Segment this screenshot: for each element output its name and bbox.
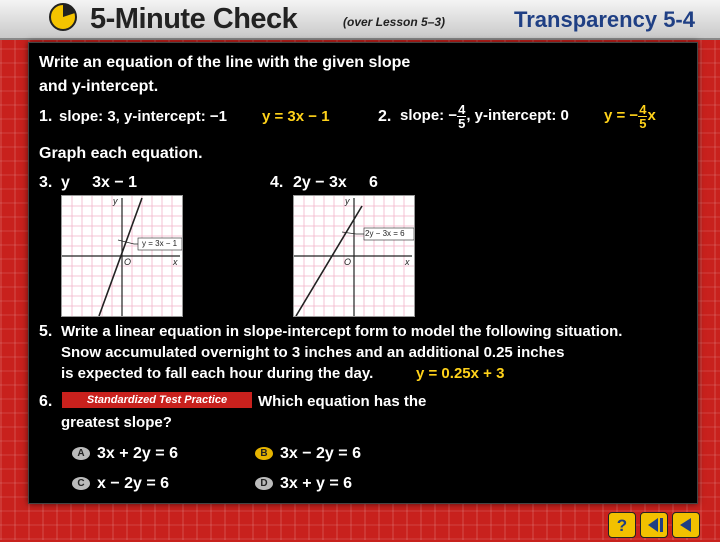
q3-axis-y: y xyxy=(113,196,118,206)
q2-fraction xyxy=(457,103,466,130)
q5-answer: y = 0.25x + 3 xyxy=(416,365,505,382)
choice-a[interactable] xyxy=(72,445,178,463)
header-title: 5-Minute Check xyxy=(90,3,298,35)
q3-graph-svg xyxy=(62,196,182,316)
help-button[interactable] xyxy=(608,512,636,538)
q2-fraction-num: 4 xyxy=(458,101,466,117)
q4-origin: O xyxy=(344,257,352,267)
choice-b-letter: B xyxy=(255,447,273,460)
q4-graph-label: 2y − 3x = 6 xyxy=(365,229,405,238)
back-button[interactable] xyxy=(672,512,700,538)
q4-graph xyxy=(293,195,415,317)
q4-label: 4. xyxy=(270,174,284,191)
q2-answer-num: 4 xyxy=(639,101,647,117)
q3-graph xyxy=(61,195,183,317)
q1-text: slope: 3, y-intercept: −1 xyxy=(59,108,227,125)
q2-text-pre: slope: − xyxy=(400,107,458,124)
q3-text: y 3x − 1 xyxy=(61,174,138,191)
skip-back-icon xyxy=(641,513,667,537)
q1-answer: y = 3x − 1 xyxy=(262,108,330,125)
q4-axis-x: x xyxy=(405,257,410,267)
q2-text-post: , y-intercept: 0 xyxy=(466,107,569,124)
choice-b[interactable] xyxy=(255,445,361,463)
q2-label: 2. xyxy=(378,108,392,125)
choice-c[interactable] xyxy=(72,475,169,493)
q4-axis-y: y xyxy=(345,196,350,206)
q3-label: 3. xyxy=(39,174,53,191)
q4-graph-svg xyxy=(294,196,414,316)
clock-icon xyxy=(48,1,78,31)
q5-line-1: Write a linear equation in slope-intercept form to model the following situation. xyxy=(61,323,623,340)
q2-text xyxy=(400,98,569,134)
choice-d[interactable] xyxy=(255,475,352,493)
svg-text:?: ? xyxy=(616,516,628,535)
standardized-test-badge: Standardized Test Practice xyxy=(62,392,252,408)
q6-line-2: greatest slope? xyxy=(61,414,172,431)
choice-b-text: 3x − 2y = 6 xyxy=(280,445,361,462)
arrow-left-icon xyxy=(673,513,699,537)
intro-line-1: Write an equation of the line with the given slope xyxy=(39,54,411,71)
q6-label: 6. xyxy=(39,393,53,410)
q2-answer xyxy=(604,98,656,134)
transparency-label: Transparency 5-4 xyxy=(514,7,695,32)
q3-axis-x: x xyxy=(173,257,178,267)
q2-answer-pre: y = − xyxy=(604,107,639,124)
choice-d-text: 3x + y = 6 xyxy=(280,475,353,492)
q3-graph-label: y = 3x − 1 xyxy=(142,239,178,248)
q2-answer-den: 5 xyxy=(639,115,647,131)
previous-button[interactable] xyxy=(640,512,668,538)
choice-d-letter: D xyxy=(255,477,273,490)
q5-line-3: is expected to fall each hour during the day. xyxy=(61,365,374,382)
choice-a-text: 3x + 2y = 6 xyxy=(97,445,178,462)
choice-a-letter: A xyxy=(72,447,90,460)
q5-line-2: Snow accumulated overnight to 3 inches and an additional 0.25 inches xyxy=(61,344,565,361)
header-subtitle: (over Lesson 5–3) xyxy=(343,15,446,29)
q2-fraction-den: 5 xyxy=(458,115,466,131)
q2-answer-post: x xyxy=(647,107,656,124)
q3-origin: O xyxy=(124,257,132,267)
q4-text: 2y − 3x 6 xyxy=(293,174,378,191)
q1-label: 1. xyxy=(39,108,53,125)
intro-line-2: and y-intercept. xyxy=(39,78,159,95)
slide-header xyxy=(0,0,720,40)
q5-label: 5. xyxy=(39,323,53,340)
choice-c-letter: C xyxy=(72,477,90,490)
graph-heading: Graph each equation. xyxy=(39,145,203,162)
q6-line-1: Which equation has the xyxy=(258,393,427,410)
choice-c-text: x − 2y = 6 xyxy=(97,475,170,492)
question-icon xyxy=(609,513,635,537)
